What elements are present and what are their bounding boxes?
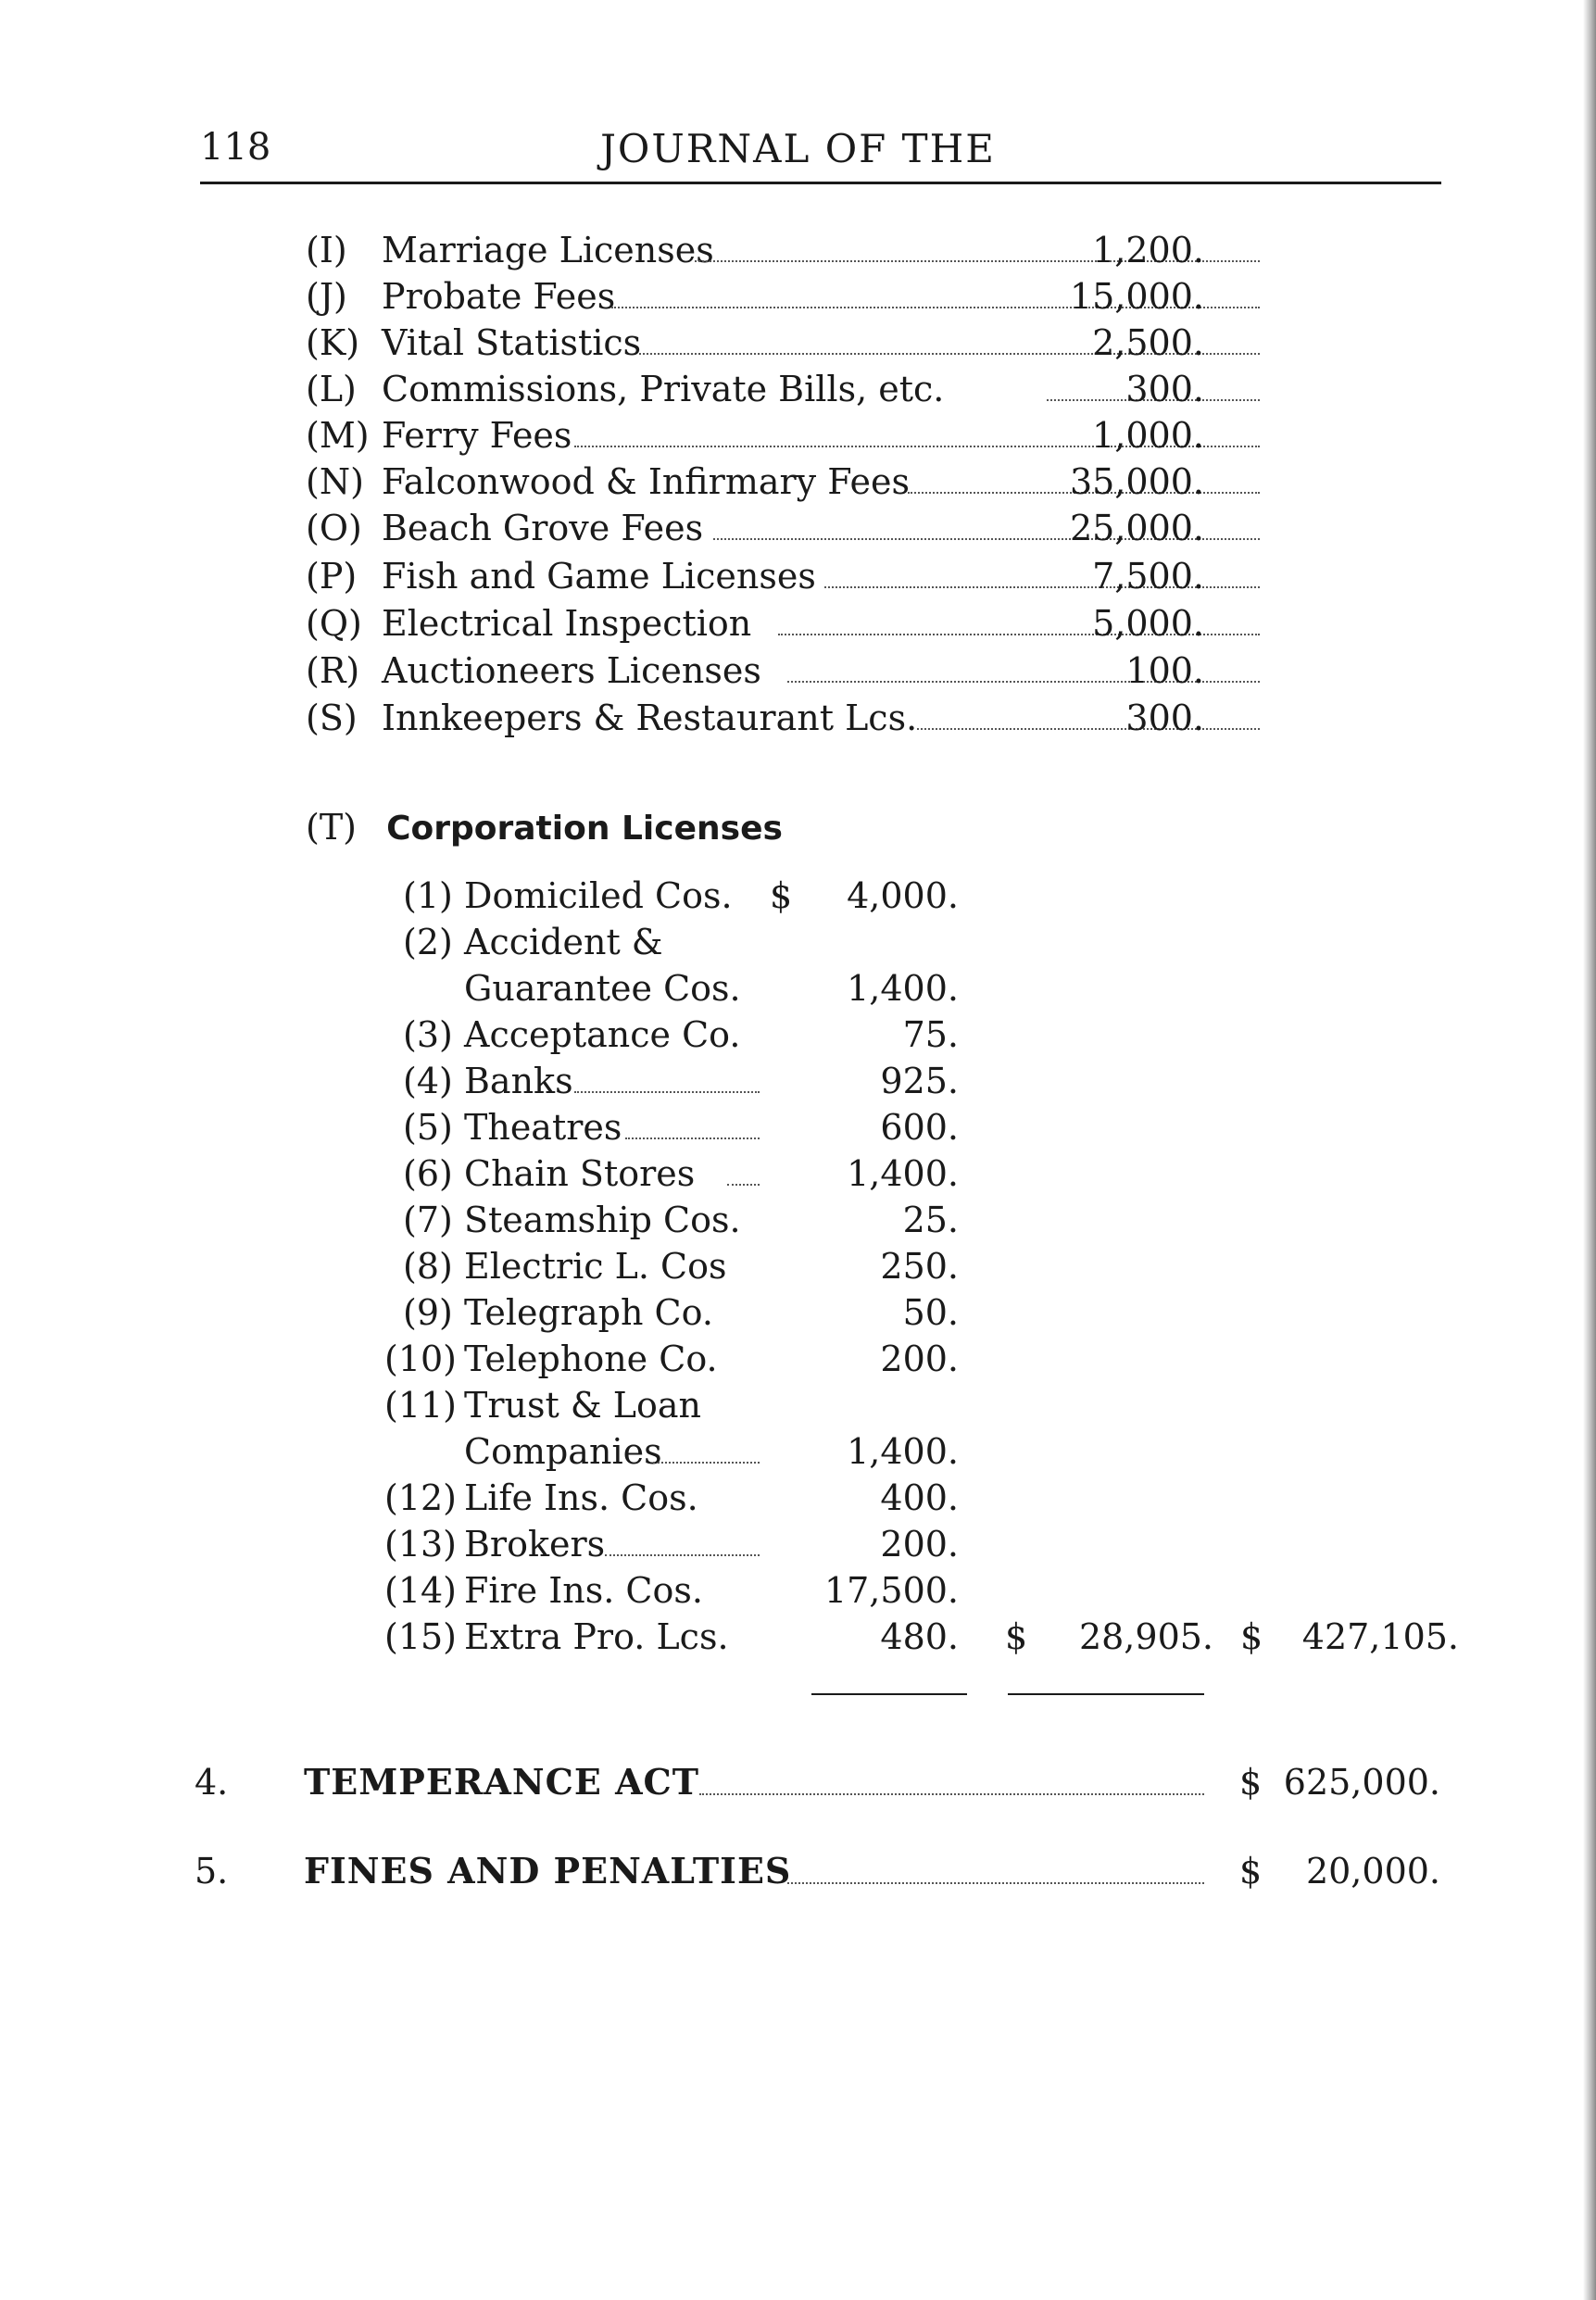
corp-item [384, 1614, 1459, 1660]
corp-item [384, 1475, 959, 1521]
list-item [306, 459, 1204, 505]
section-number: 5. [195, 1851, 229, 1892]
item-text: Probate Fees [382, 276, 616, 317]
item-label: (Q) [306, 603, 362, 644]
subtotal-currency: $ [1005, 1616, 1028, 1657]
corporation-title: Corporation Licenses [386, 810, 783, 848]
header-rule [200, 182, 1441, 184]
corp-item-label: (10) [384, 1339, 458, 1379]
corp-item-amount: 1,400. [847, 968, 959, 1009]
total-currency: $ [1240, 1616, 1263, 1657]
item-text: Vital Statistics [382, 322, 642, 363]
corporation-label: (T) [306, 807, 357, 848]
item-amount: 7,500. [1092, 556, 1204, 597]
underline-rule [811, 1693, 967, 1695]
item-amount: 300. [1125, 369, 1204, 409]
corp-item [384, 1567, 959, 1614]
corp-item-text: Theatres [464, 1107, 622, 1148]
corp-item-amount: 250. [880, 1246, 959, 1287]
corp-item-text: Domiciled Cos. [464, 875, 733, 916]
corp-item-amount: 4,000. [847, 875, 959, 916]
corp-item [403, 1150, 959, 1197]
corp-item [403, 1289, 959, 1336]
item-text: Fish and Game Licenses [382, 556, 816, 597]
item-amount: 2,500. [1092, 322, 1204, 363]
corp-item-label: (5) [403, 1107, 453, 1148]
corp-item-amount: 1,400. [847, 1431, 959, 1472]
item-amount: 15,000. [1069, 276, 1204, 317]
corp-item-label: (11) [384, 1385, 458, 1426]
corp-item-label: (3) [403, 1014, 453, 1055]
corp-item-amount: 50. [902, 1292, 959, 1333]
corp-item-amount: 200. [880, 1524, 959, 1565]
section-amount: 20,000. [1305, 1851, 1440, 1892]
corp-item-text: Electric L. Cos [464, 1246, 727, 1287]
corp-item-label: (9) [403, 1292, 453, 1333]
corp-item-text: Telephone Co. [464, 1339, 718, 1379]
corp-item-label: (6) [403, 1153, 453, 1194]
item-amount: 300. [1125, 698, 1204, 738]
corp-item-text: Steamship Cos. [464, 1200, 741, 1240]
corp-item-label: (4) [403, 1061, 453, 1101]
corp-item-text: Trust & Loan [464, 1385, 701, 1426]
item-label: (I) [306, 230, 347, 270]
page-title: JOURNAL OF THE [600, 126, 996, 171]
corp-item-text: Brokers [464, 1524, 606, 1565]
list-item [306, 695, 1204, 741]
item-label: (S) [306, 698, 358, 738]
item-text: Ferry Fees [382, 415, 572, 456]
section-amount: 625,000. [1283, 1762, 1440, 1803]
underline-rule [1008, 1693, 1204, 1695]
corp-item-amount: 480. [880, 1616, 959, 1657]
item-label: (R) [306, 650, 360, 691]
corp-item-label: (1) [403, 875, 453, 916]
corporation-heading [306, 804, 783, 852]
item-text: Electrical Inspection [382, 603, 752, 644]
item-text: Falconwood & Infirmary Fees [382, 461, 910, 502]
item-text: Auctioneers Licenses [382, 650, 761, 691]
leader-dots [699, 1793, 1204, 1795]
page-edge-shadow [1583, 0, 1596, 2300]
section-title: TEMPERANCE ACT [304, 1761, 700, 1803]
corp-item-text: Acceptance Co. [464, 1014, 741, 1055]
corp-item-text: Life Ins. Cos. [464, 1477, 698, 1518]
corp-item-text: Banks [464, 1061, 573, 1101]
item-label: (M) [306, 415, 370, 456]
corp-item-amount: 400. [880, 1477, 959, 1518]
corp-item [403, 1058, 959, 1104]
corp-item-amount: 25. [902, 1200, 959, 1240]
item-amount: 1,200. [1092, 230, 1204, 270]
corp-item-label: (15) [384, 1616, 458, 1657]
corp-item-label: (8) [403, 1246, 453, 1287]
list-item [306, 320, 1204, 366]
corp-item-text: Fire Ins. Cos. [464, 1570, 703, 1611]
leader-dots [727, 1184, 760, 1186]
corp-item-label: (13) [384, 1524, 458, 1565]
corp-item [384, 1336, 959, 1382]
corp-item-label: (7) [403, 1200, 453, 1240]
corp-item-label: (2) [403, 922, 453, 962]
section-number: 4. [195, 1762, 229, 1803]
corp-item [403, 1197, 959, 1243]
corporation-subtotal: 28,905. [1078, 1616, 1213, 1657]
section-title: FINES AND PENALTIES [304, 1850, 792, 1892]
corp-item [384, 1428, 959, 1475]
corp-item [384, 1521, 959, 1567]
list-item [306, 273, 1204, 320]
section-currency: $ [1239, 1762, 1263, 1803]
item-label: (N) [306, 461, 364, 502]
item-amount: 25,000. [1069, 508, 1204, 548]
item-label: (K) [306, 322, 360, 363]
corp-item-text: Accident & [464, 922, 663, 962]
item-label: (P) [306, 556, 358, 597]
item-text: Beach Grove Fees [382, 508, 704, 548]
corp-item-amount: 1,400. [847, 1153, 959, 1194]
leader-dots [653, 1462, 760, 1464]
corp-item-amount: 200. [880, 1339, 959, 1379]
list-item [306, 366, 1204, 412]
corp-item-label: (12) [384, 1477, 458, 1518]
corp-item-label: (14) [384, 1570, 458, 1611]
corp-item [384, 1382, 959, 1428]
grand-total: 427,105. [1301, 1616, 1459, 1657]
item-text: Innkeepers & Restaurant Lcs. [382, 698, 918, 738]
section-temperance-act [195, 1756, 1440, 1808]
item-label: (J) [306, 276, 347, 317]
corp-item-amount: 75. [902, 1014, 959, 1055]
section-fines-and-penalties [195, 1845, 1440, 1897]
corp-item-text: Guarantee Cos. [464, 968, 741, 1009]
list-item [306, 600, 1204, 647]
item-amount: 35,000. [1069, 461, 1204, 502]
section-currency: $ [1239, 1851, 1263, 1892]
list-item [306, 505, 1204, 551]
corp-item [403, 1243, 959, 1289]
corp-item-amount: 925. [880, 1061, 959, 1101]
leader-dots [574, 1091, 760, 1093]
leader-dots [605, 1554, 760, 1556]
leader-dots [625, 1137, 760, 1139]
item-amount: 100. [1125, 650, 1204, 691]
corp-item [403, 965, 959, 1012]
list-item [306, 412, 1204, 459]
item-text: Commissions, Private Bills, etc. [382, 369, 945, 409]
corp-item-text: Companies [464, 1431, 662, 1472]
corp-item-amount: 600. [880, 1107, 959, 1148]
list-item [306, 227, 1204, 273]
corp-item-text: Extra Pro. Lcs. [464, 1616, 729, 1657]
item-label: (L) [306, 369, 357, 409]
item-amount: 1,000. [1092, 415, 1204, 456]
corp-item-text: Telegraph Co. [464, 1292, 713, 1333]
leader-dots [787, 1882, 1204, 1884]
list-item [306, 647, 1204, 694]
corp-item [403, 1012, 959, 1058]
list-item [306, 553, 1204, 599]
page-number: 118 [200, 126, 271, 169]
corp-item [403, 919, 959, 965]
corp-item [403, 1104, 959, 1150]
corp-item-text: Chain Stores [464, 1153, 696, 1194]
corp-item-amount: 17,500. [823, 1570, 959, 1611]
corp-item [403, 873, 959, 919]
item-amount: 5,000. [1092, 603, 1204, 644]
corp-currency: $ [770, 875, 793, 916]
item-label: (O) [306, 508, 362, 548]
item-text: Marriage Licenses [382, 230, 714, 270]
